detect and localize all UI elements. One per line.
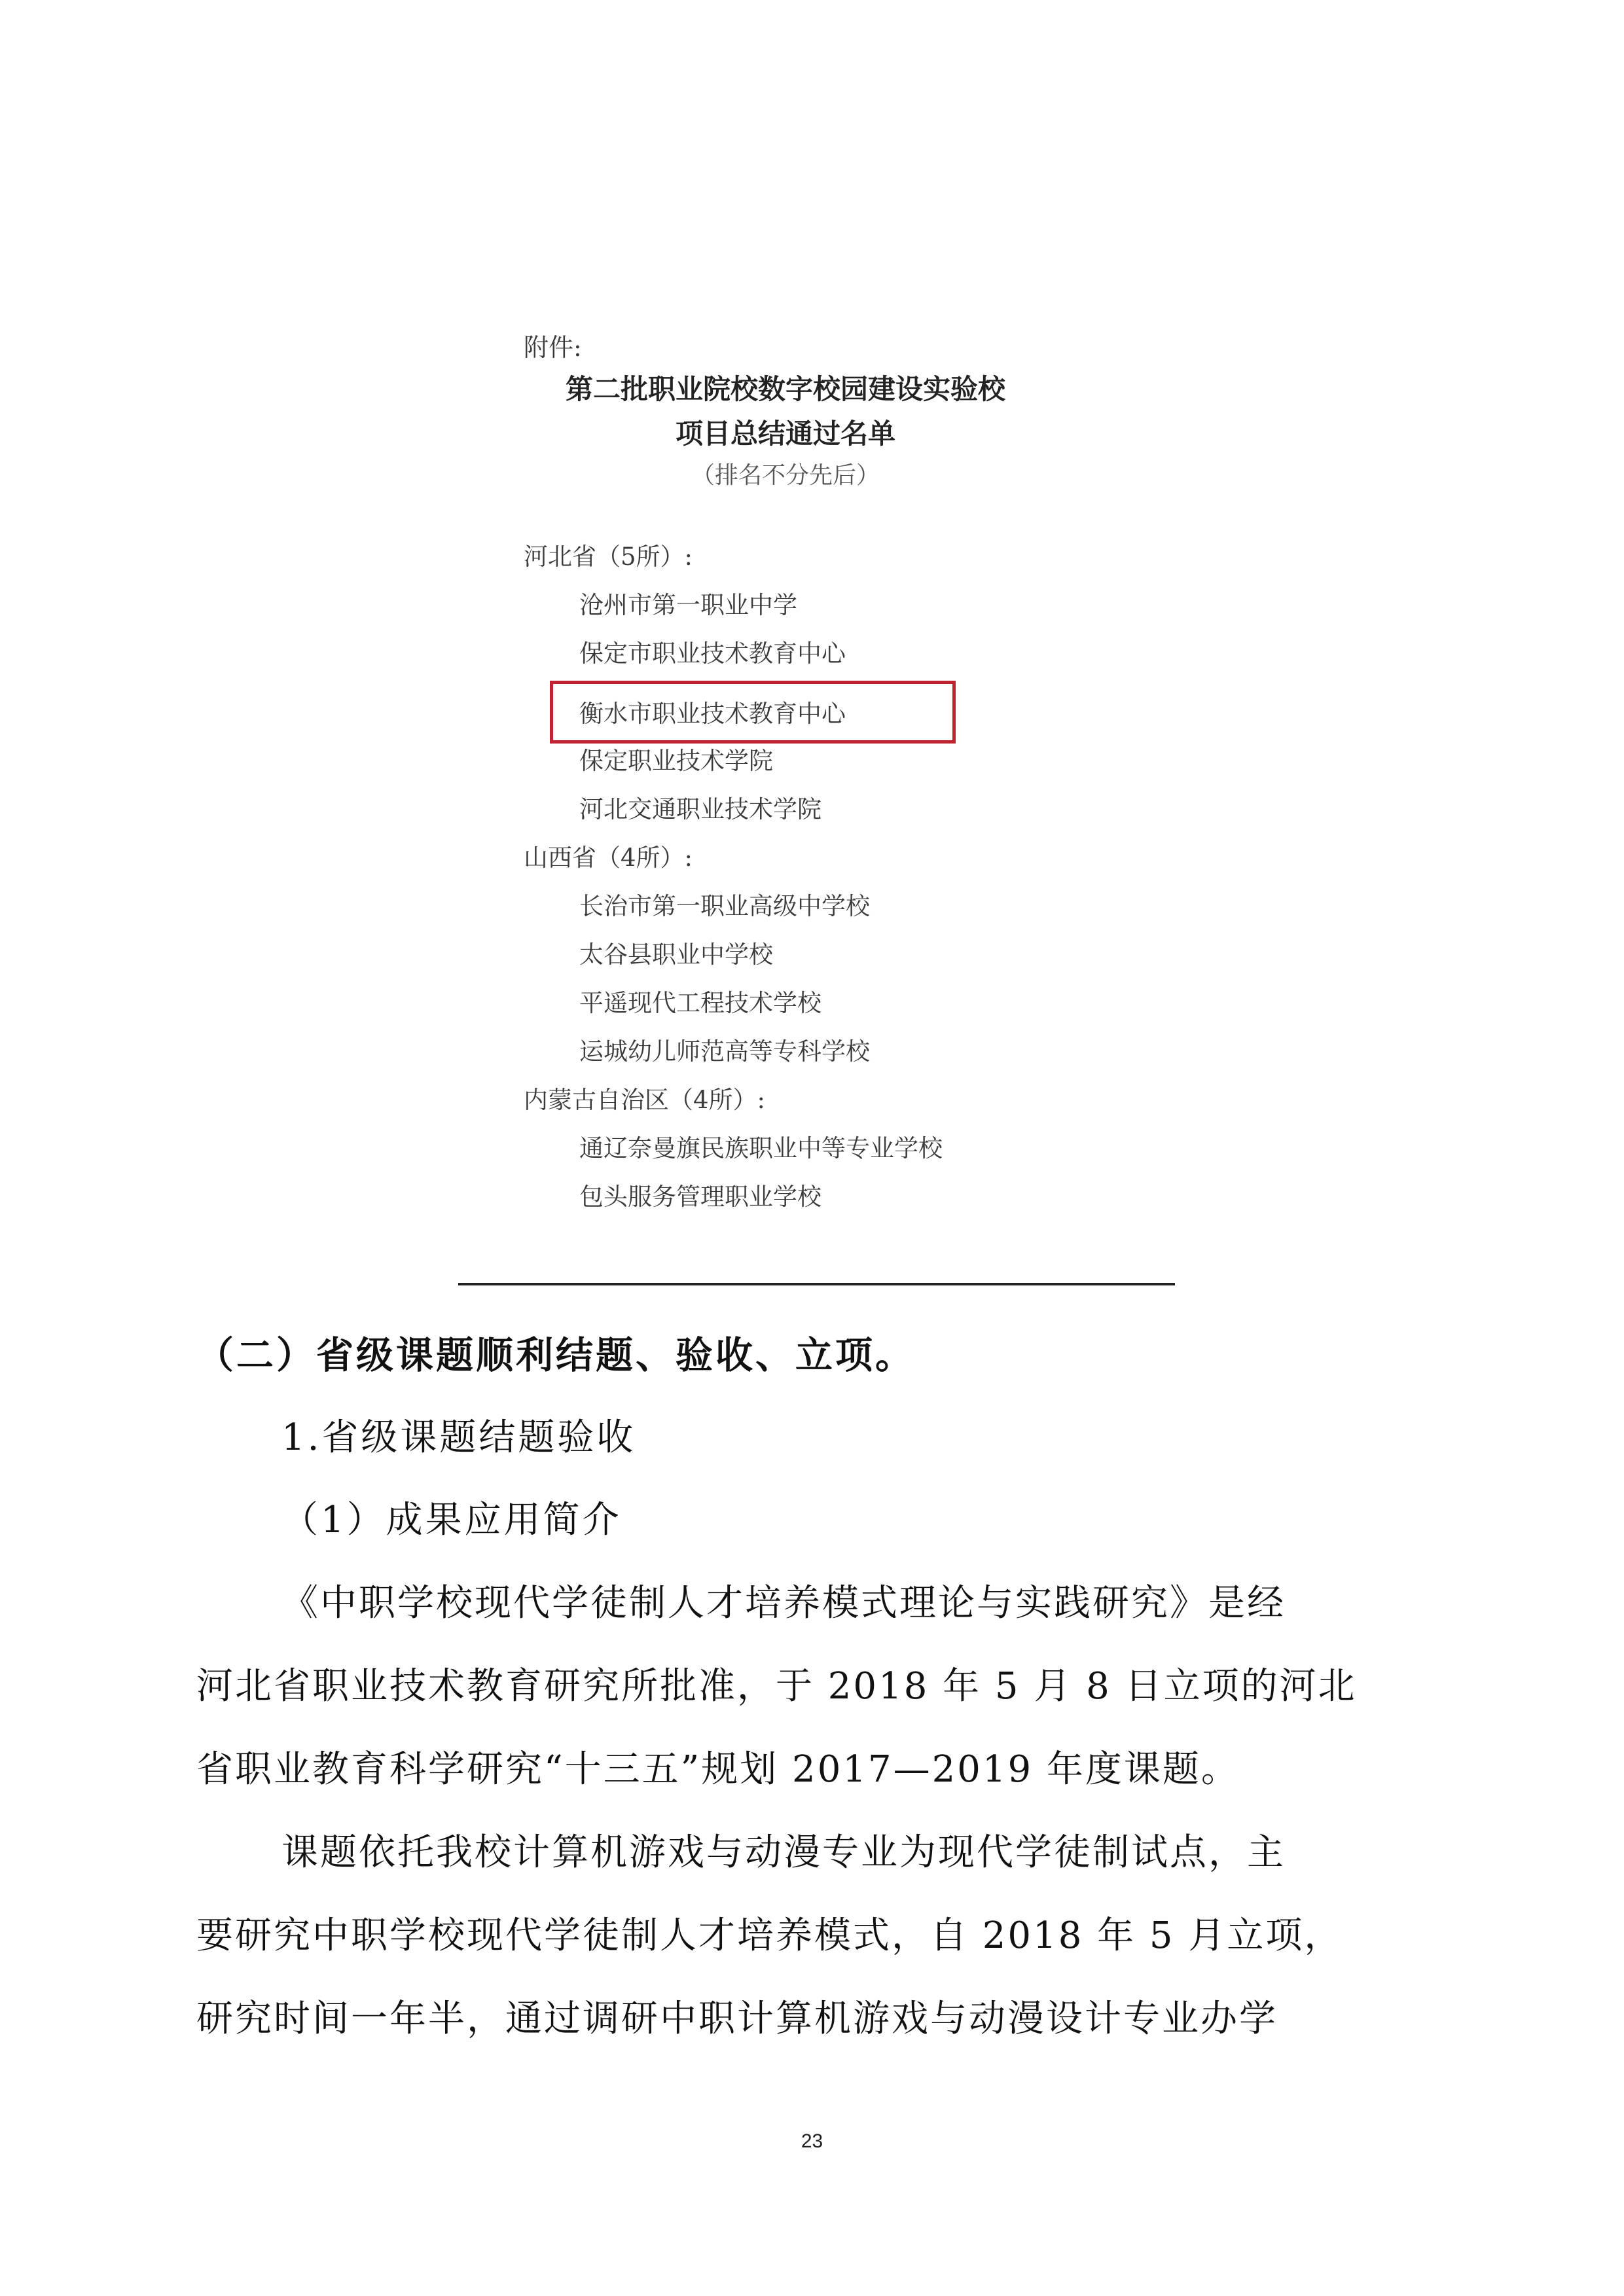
school-item: 包头服务管理职业学校 bbox=[579, 1183, 821, 1211]
school-item: 长治市第一职业高级中学校 bbox=[579, 892, 870, 920]
province-hebei: 河北省（5所）: bbox=[524, 543, 693, 571]
school-item: 太谷县职业中学校 bbox=[579, 941, 773, 969]
section-subheading: 1.省级课题结题验收 bbox=[281, 1416, 636, 1459]
school-item: 沧州市第一职业中学 bbox=[579, 591, 797, 619]
section-heading: （二）省级课题顺利结题、验收、立项。 bbox=[196, 1333, 915, 1377]
attachment-title-line2: 项目总结通过名单 bbox=[675, 418, 895, 450]
school-item: 通辽奈曼旗民族职业中等专业学校 bbox=[579, 1134, 943, 1162]
paragraph-line: 《中职学校现代学徒制人才培养模式理论与实践研究》是经 bbox=[281, 1582, 1286, 1624]
attachment-subtitle: （排名不分先后） bbox=[691, 462, 880, 489]
section-subsubheading: （1）成果应用简介 bbox=[281, 1499, 622, 1541]
school-item: 保定市职业技术教育中心 bbox=[579, 639, 846, 668]
separator-line bbox=[458, 1283, 1175, 1285]
province-shanxi: 山西省（4所）: bbox=[524, 844, 693, 872]
page-number: 23 bbox=[801, 2130, 823, 2152]
school-item: 保定职业技术学院 bbox=[579, 747, 773, 775]
paragraph-line: 课题依托我校计算机游戏与动漫专业为现代学徒制试点，主 bbox=[281, 1831, 1286, 1874]
paragraph-line: 河北省职业技术教育研究所批准，于 2018 年 5 月 8 日立项的河北 bbox=[196, 1665, 1357, 1708]
paragraph-line: 要研究中职学校现代学徒制人才培养模式，自 2018 年 5 月立项， bbox=[196, 1914, 1343, 1957]
school-item: 运城幼儿师范高等专科学校 bbox=[579, 1037, 870, 1066]
paragraph-line: 研究时间一年半，通过调研中职计算机游戏与动漫设计专业办学 bbox=[196, 1998, 1278, 2040]
school-item: 河北交通职业技术学院 bbox=[579, 795, 821, 823]
highlight-box bbox=[550, 681, 956, 744]
paragraph-line: 省职业教育科学研究“十三五”规划 2017—2019 年度课题。 bbox=[196, 1748, 1240, 1791]
school-item: 平遥现代工程技术学校 bbox=[579, 989, 821, 1017]
province-neimenggu: 内蒙古自治区（4所）: bbox=[524, 1086, 766, 1114]
attachment-scan-image bbox=[458, 308, 1185, 1289]
attachment-title-line1: 第二批职业院校数字校园建设实验校 bbox=[565, 373, 1005, 405]
school-item-highlighted: 衡水市职业技术教育中心 bbox=[579, 700, 846, 728]
attachment-label: 附件: bbox=[524, 333, 582, 362]
